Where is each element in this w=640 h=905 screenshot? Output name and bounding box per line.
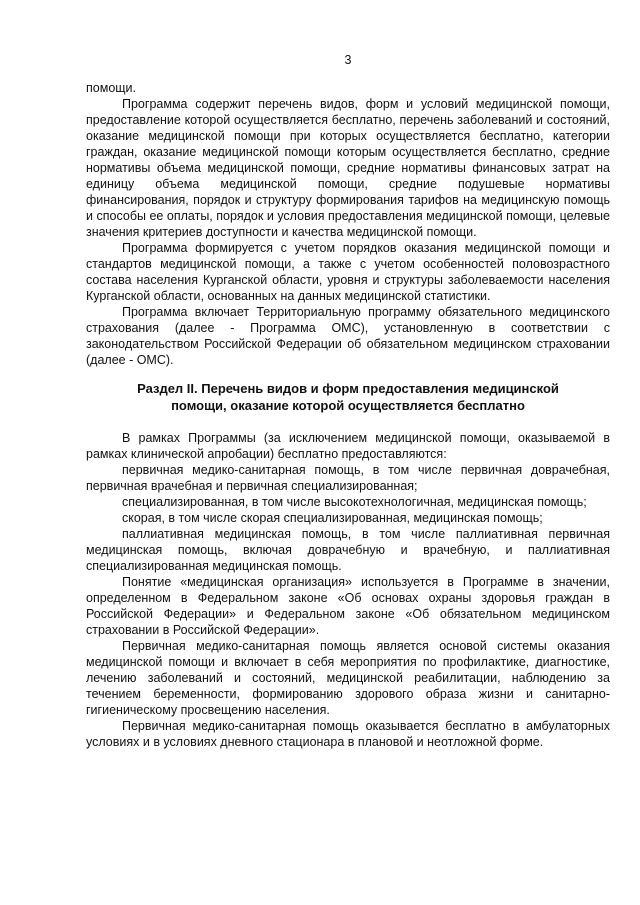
paragraph: В рамках Программы (за исключением медицинской помощи, оказываемой в рамках клинической апробации) бесплатно предоставляются: <box>86 431 610 461</box>
section-heading-line: Раздел II. Перечень видов и форм предоставления медицинской <box>137 381 559 396</box>
paragraph: Программа содержит перечень видов, форм и условий медицинской помощи, предоставление которой осуществляется бесплатно, перечень заболеваний и состояний, оказание медицинской помощи при которых осуществляется бесплатно, категории граждан, оказание медицинской помощи которым осуществляется бесплатно, средние нормативы объема медицинской помощи, средние нормативы финансовых затрат на единицу объема медицинской помощи, средние подушевые нормативы финансирования, порядок и структуру формирования тарифов на медицинскую помощь и способы ее оплаты, порядок и условия предоставления медицинской помощи, целевые значения критериев доступности и качества медицинской помощи. <box>86 97 610 239</box>
section-heading-line: помощи, оказание которой осуществляется бесплатно <box>171 398 525 413</box>
page-number: 3 <box>344 53 352 67</box>
list-paragraph: скорая, в том числе скорая специализированная, медицинская помощь; <box>122 511 543 525</box>
section-heading <box>86 380 610 414</box>
paragraph: Первичная медико-санитарная помощь является основой системы оказания медицинской помощи и включает в себя мероприятия по профилактике, диагностике, лечению заболеваний и состояний, медицинской реабилитации, наблюдению за течением беременности, формированию здорового образа жизни и санитарно-гигиеническому просвещению населения. <box>86 639 610 717</box>
paragraph: Программа включает Территориальную программу обязательного медицинского страхования (далее - Программа ОМС), установленную в соответствии с законодательством Российской Федерации об обязательном медицинском страховании (далее - ОМС). <box>86 305 610 367</box>
paragraph: Программа формируется с учетом порядков оказания медицинской помощи и стандартов медицинской помощи, а также с учетом особенностей половозрастного состава населения Курганской области, уровня и структуры заболеваемости населения Курганской области, основанных на данных медицинской статистики. <box>86 241 610 303</box>
list-paragraph: специализированная, в том числе высокотехнологичная, медицинская помощь; <box>122 495 587 509</box>
list-paragraph: паллиативная медицинская помощь, в том числе паллиативная первичная медицинская помощь, включая доврачебную и врачебную, и паллиативная специализированная медицинская помощь. <box>86 527 610 573</box>
paragraph: Первичная медико-санитарная помощь оказывается бесплатно в амбулаторных условиях и в условиях дневного стационара в плановой и неотложной форме. <box>86 719 610 749</box>
list-paragraph: первичная медико-санитарная помощь, в том числе первичная доврачебная, первичная врачебная и первичная специализированная; <box>86 463 610 493</box>
paragraph: Понятие «медицинская организация» используется в Программе в значении, определенном в Федеральном законе «Об основах охраны здоровья граждан в Российской Федерации» и Федеральном законе «Об обязательном медицинском страховании в Российской Федерации». <box>86 575 610 637</box>
paragraph: помощи. <box>86 81 137 95</box>
